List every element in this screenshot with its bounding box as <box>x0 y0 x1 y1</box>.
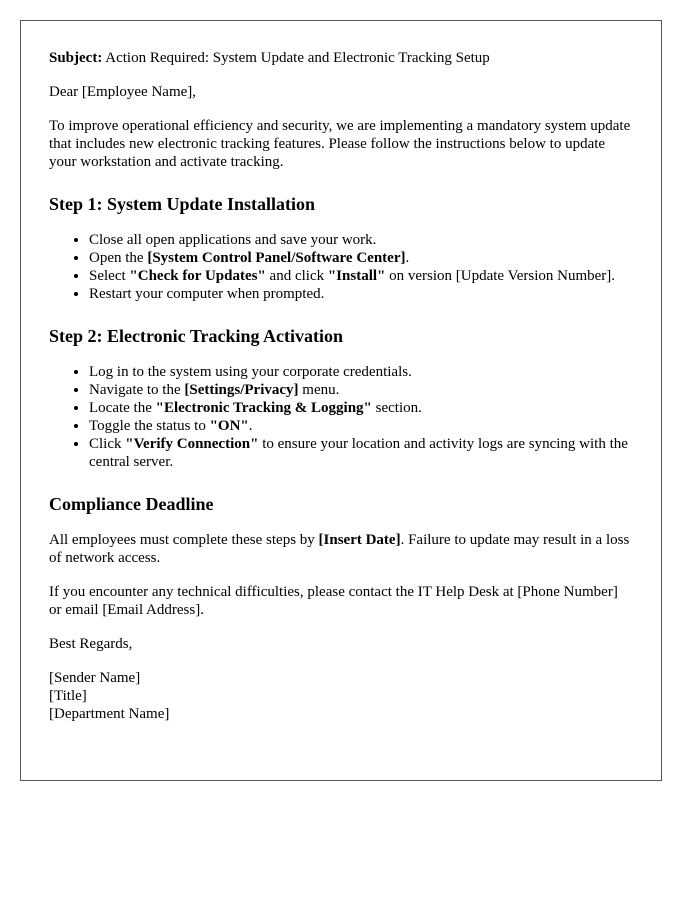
subject-text: Action Required: System Update and Electronic Tracking Setup <box>105 50 490 66</box>
intro-paragraph: To improve operational efficiency and security, we are implementing a mandatory system update that includes new electronic tracking features. Please follow the instructions below to update your workstation and activate tracking. <box>49 118 631 170</box>
step2-heading: Step 2: Electronic Tracking Activation <box>49 326 343 346</box>
step1-item3-mid: and click <box>265 268 328 284</box>
step2-item4-post: . <box>248 418 253 434</box>
step2-item: • Log in to the system using your corporate credentials. <box>89 363 633 381</box>
step2-list <box>49 363 633 471</box>
step2-item3-pre: Locate the <box>89 400 156 416</box>
step2-item2-bold: [Settings/Privacy] <box>184 382 299 398</box>
step2-item <box>89 435 633 471</box>
compliance-heading: Compliance Deadline <box>49 494 214 514</box>
step1-item <box>89 267 633 285</box>
step1-item3-bold1: "Check for Updates" <box>129 268 266 284</box>
step2-item <box>89 399 633 417</box>
compliance-pre: All employees must complete these steps by <box>49 532 319 548</box>
sender-name: [Sender Name] <box>49 670 141 686</box>
step2-item3-bold: "Electronic Tracking & Logging" <box>155 400 372 416</box>
subject-label: Subject: <box>49 50 103 66</box>
step1-item3-pre: Select <box>89 268 130 284</box>
step1-item2-pre: Open the <box>89 250 148 266</box>
step2-item4-pre: Toggle the status to <box>89 418 210 434</box>
step1-item <box>89 249 633 267</box>
compliance-date: [Insert Date] <box>318 532 401 548</box>
closing: Best Regards, <box>49 636 133 652</box>
step1-item3-bold2: "Install" <box>327 268 386 284</box>
signature-block <box>49 669 633 723</box>
step1-item3-post: on version [Update Version Number]. <box>385 268 616 284</box>
step2-item <box>89 417 633 435</box>
step2-item5-pre: Click <box>89 436 126 452</box>
subject-line <box>49 49 633 67</box>
step2-item2-post: menu. <box>298 382 340 398</box>
step2-item3-post: section. <box>371 400 422 416</box>
step1-item: • Close all open applications and save your work. <box>89 231 633 249</box>
step1-list <box>49 231 633 303</box>
step2-item5-bold: "Verify Connection" <box>125 436 259 452</box>
greeting: Dear [Employee Name], <box>49 84 197 100</box>
help-paragraph: If you encounter any technical difficulties, please contact the IT Help Desk at [Phone Number] or email [Email Address]. <box>49 584 618 618</box>
step2-item <box>89 381 633 399</box>
compliance-paragraph <box>49 531 633 567</box>
step1-item2-bold: [System Control Panel/Software Center] <box>147 250 406 266</box>
step1-item2-post: . <box>405 250 410 266</box>
sender-department: [Department Name] <box>49 706 170 722</box>
step2-item4-bold: "ON" <box>209 418 249 434</box>
compliance-post: . Failure to update may result in a loss of network access. <box>49 532 630 566</box>
step1-heading: Step 1: System Update Installation <box>49 194 316 214</box>
step2-item5-post: to ensure your location and activity logs are syncing with the central server. <box>89 436 628 470</box>
step1-item: • Restart your computer when prompted. <box>89 285 633 303</box>
sender-title: [Title] <box>49 688 87 704</box>
step2-item2-pre: Navigate to the <box>89 382 185 398</box>
letter-document <box>20 20 662 781</box>
